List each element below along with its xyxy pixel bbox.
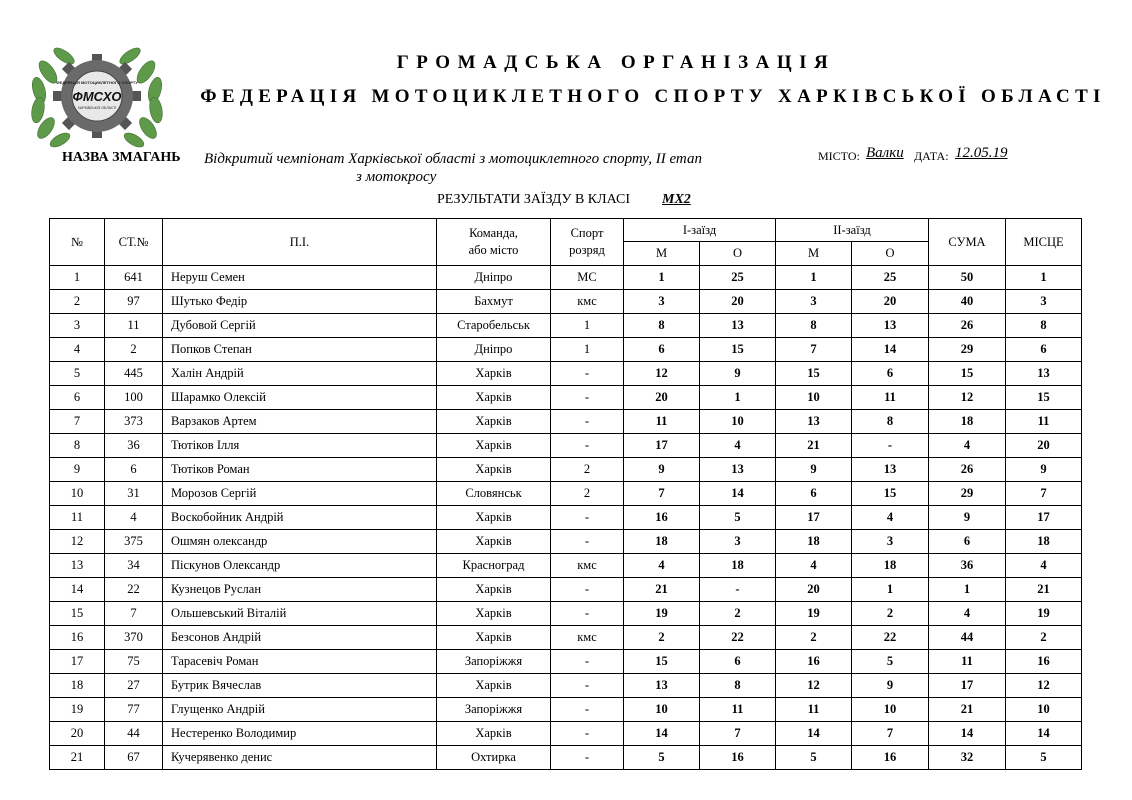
table-row: [50, 698, 1082, 722]
cell-rank: -: [551, 746, 624, 770]
cell-sum: 50: [929, 266, 1006, 290]
city-label: МІСТО:: [818, 149, 860, 163]
cell-sum: 4: [929, 602, 1006, 626]
cell-race1-m: 20: [624, 386, 700, 410]
cell-race2-o: 11: [852, 386, 929, 410]
cell-name: Глущенко Андрій: [163, 698, 437, 722]
cell-race2-o: 22: [852, 626, 929, 650]
cell-name: Тютіков Роман: [163, 458, 437, 482]
cell-sum: 9: [929, 506, 1006, 530]
cell-team: Харків: [437, 386, 551, 410]
cell-race1-o: 6: [700, 650, 776, 674]
city-value: Валки: [866, 145, 904, 161]
cell-num: 14: [50, 578, 105, 602]
cell-race1-m: 9: [624, 458, 700, 482]
cell-place: 3: [1006, 290, 1082, 314]
cell-num: 5: [50, 362, 105, 386]
results-class: МХ2: [662, 192, 691, 207]
cell-race1-o: 9: [700, 362, 776, 386]
table-row: [50, 650, 1082, 674]
cell-race1-m: 15: [624, 650, 700, 674]
cell-rank: кмс: [551, 554, 624, 578]
logo-top-text: ФЕДЕРАЦІЯ МОТОЦИКЛЕТНОГО СПОРТУ: [56, 80, 138, 85]
cell-rank: -: [551, 506, 624, 530]
cell-team: Харків: [437, 410, 551, 434]
cell-name: Попков Степан: [163, 338, 437, 362]
table-row: [50, 578, 1082, 602]
cell-rank: -: [551, 362, 624, 386]
cell-team: Харків: [437, 434, 551, 458]
cell-place: 19: [1006, 602, 1082, 626]
cell-race2-o: 9: [852, 674, 929, 698]
cell-race1-m: 13: [624, 674, 700, 698]
col-team-header-line2: або місто: [468, 243, 519, 257]
cell-start-num: 67: [105, 746, 163, 770]
cell-num: 10: [50, 482, 105, 506]
race1-m-header: М: [624, 242, 700, 266]
cell-rank: -: [551, 410, 624, 434]
cell-race2-o: 10: [852, 698, 929, 722]
cell-race2-o: 18: [852, 554, 929, 578]
cell-race2-m: 13: [776, 410, 852, 434]
cell-race1-o: -: [700, 578, 776, 602]
col-rank-header-line1: Спорт: [570, 226, 604, 240]
cell-place: 8: [1006, 314, 1082, 338]
cell-start-num: 22: [105, 578, 163, 602]
race1-o-header: О: [700, 242, 776, 266]
cell-place: 16: [1006, 650, 1082, 674]
cell-race2-m: 20: [776, 578, 852, 602]
cell-name: Кучерявенко денис: [163, 746, 437, 770]
cell-race2-m: 1: [776, 266, 852, 290]
col-team-header-line1: Команда,: [469, 226, 518, 240]
cell-name: Ольшевський Віталій: [163, 602, 437, 626]
results-title: РЕЗУЛЬТАТИ ЗАЇЗДУ В КЛАСІ: [437, 192, 631, 207]
cell-race1-o: 22: [700, 626, 776, 650]
table-row: [50, 530, 1082, 554]
cell-name: Морозов Сергій: [163, 482, 437, 506]
cell-race1-o: 8: [700, 674, 776, 698]
cell-name: Піскунов Олександр: [163, 554, 437, 578]
cell-place: 12: [1006, 674, 1082, 698]
cell-rank: -: [551, 530, 624, 554]
cell-team: Старобельськ: [437, 314, 551, 338]
logo-bottom-text: ХАРКІВСЬКОЇ ОБЛАСТІ: [77, 106, 117, 110]
cell-num: 12: [50, 530, 105, 554]
cell-start-num: 641: [105, 266, 163, 290]
cell-start-num: 4: [105, 506, 163, 530]
cell-race1-o: 2: [700, 602, 776, 626]
cell-sum: 29: [929, 338, 1006, 362]
cell-sum: 1: [929, 578, 1006, 602]
table-row: [50, 674, 1082, 698]
cell-race1-m: 18: [624, 530, 700, 554]
cell-race1-o: 4: [700, 434, 776, 458]
cell-race1-m: 17: [624, 434, 700, 458]
cell-race2-o: 20: [852, 290, 929, 314]
cell-rank: -: [551, 650, 624, 674]
cell-race1-o: 20: [700, 290, 776, 314]
cell-race1-m: 14: [624, 722, 700, 746]
cell-race2-o: 6: [852, 362, 929, 386]
cell-team: Харків: [437, 602, 551, 626]
cell-race2-m: 21: [776, 434, 852, 458]
cell-name: Неруш Семен: [163, 266, 437, 290]
cell-race1-m: 4: [624, 554, 700, 578]
cell-place: 1: [1006, 266, 1082, 290]
cell-sum: 29: [929, 482, 1006, 506]
org-title-line1: ГРОМАДСЬКА ОРГАНІЗАЦІЯ: [396, 52, 836, 73]
cell-name: Тютіков Ілля: [163, 434, 437, 458]
cell-num: 7: [50, 410, 105, 434]
cell-race2-o: 2: [852, 602, 929, 626]
cell-race2-m: 8: [776, 314, 852, 338]
competition-label: НАЗВА ЗМАГАНЬ: [62, 150, 181, 165]
cell-rank: -: [551, 434, 624, 458]
date-value: 12.05.19: [955, 145, 1008, 161]
cell-start-num: 31: [105, 482, 163, 506]
cell-num: 4: [50, 338, 105, 362]
cell-race1-m: 21: [624, 578, 700, 602]
col-place-header: МІСЦЕ: [1006, 219, 1082, 266]
cell-start-num: 370: [105, 626, 163, 650]
cell-start-num: 77: [105, 698, 163, 722]
cell-race2-o: 25: [852, 266, 929, 290]
cell-race2-o: 8: [852, 410, 929, 434]
cell-place: 20: [1006, 434, 1082, 458]
competition-name: [204, 150, 749, 186]
cell-race2-m: 17: [776, 506, 852, 530]
cell-race2-o: 4: [852, 506, 929, 530]
table-row: [50, 410, 1082, 434]
cell-sum: 17: [929, 674, 1006, 698]
logo-abbr: ФМСХО: [72, 89, 122, 104]
cell-place: 2: [1006, 626, 1082, 650]
cell-start-num: 36: [105, 434, 163, 458]
cell-race2-o: 1: [852, 578, 929, 602]
cell-start-num: 11: [105, 314, 163, 338]
cell-team: Харків: [437, 626, 551, 650]
cell-place: 7: [1006, 482, 1082, 506]
cell-race1-m: 1: [624, 266, 700, 290]
cell-race2-m: 2: [776, 626, 852, 650]
cell-rank: 1: [551, 314, 624, 338]
cell-start-num: 34: [105, 554, 163, 578]
cell-place: 5: [1006, 746, 1082, 770]
cell-start-num: 7: [105, 602, 163, 626]
cell-race1-o: 18: [700, 554, 776, 578]
cell-race1-o: 3: [700, 530, 776, 554]
cell-race2-m: 15: [776, 362, 852, 386]
cell-race1-m: 5: [624, 746, 700, 770]
cell-race2-o: 3: [852, 530, 929, 554]
cell-race2-o: 16: [852, 746, 929, 770]
cell-race2-m: 4: [776, 554, 852, 578]
cell-num: 15: [50, 602, 105, 626]
cell-num: 11: [50, 506, 105, 530]
table-row: [50, 506, 1082, 530]
cell-race1-o: 13: [700, 314, 776, 338]
competition-name-line2: з мотокросу: [356, 169, 437, 185]
cell-start-num: 44: [105, 722, 163, 746]
cell-start-num: 6: [105, 458, 163, 482]
cell-num: 19: [50, 698, 105, 722]
race2-o-header: О: [852, 242, 929, 266]
cell-name: Кузнецов Руслан: [163, 578, 437, 602]
cell-place: 17: [1006, 506, 1082, 530]
cell-start-num: 375: [105, 530, 163, 554]
col-rank-header: [551, 219, 624, 266]
cell-rank: 2: [551, 482, 624, 506]
cell-num: 20: [50, 722, 105, 746]
cell-sum: 6: [929, 530, 1006, 554]
cell-sum: 36: [929, 554, 1006, 578]
cell-race2-m: 10: [776, 386, 852, 410]
cell-team: Красноград: [437, 554, 551, 578]
cell-team: Запоріжжя: [437, 650, 551, 674]
table-row: [50, 338, 1082, 362]
cell-team: Харків: [437, 722, 551, 746]
cell-race1-m: 7: [624, 482, 700, 506]
cell-rank: МС: [551, 266, 624, 290]
cell-rank: -: [551, 386, 624, 410]
cell-race2-m: 16: [776, 650, 852, 674]
cell-place: 9: [1006, 458, 1082, 482]
cell-name: Дубовой Сергій: [163, 314, 437, 338]
cell-team: Охтирка: [437, 746, 551, 770]
cell-race1-m: 10: [624, 698, 700, 722]
cell-start-num: 97: [105, 290, 163, 314]
cell-race1-m: 2: [624, 626, 700, 650]
cell-start-num: 373: [105, 410, 163, 434]
cell-place: 13: [1006, 362, 1082, 386]
cell-race2-m: 9: [776, 458, 852, 482]
cell-race1-o: 7: [700, 722, 776, 746]
cell-race1-m: 3: [624, 290, 700, 314]
cell-sum: 18: [929, 410, 1006, 434]
cell-sum: 32: [929, 746, 1006, 770]
cell-race1-o: 25: [700, 266, 776, 290]
cell-rank: -: [551, 722, 624, 746]
table-header: [50, 219, 1082, 266]
cell-num: 17: [50, 650, 105, 674]
col-num-header: №: [50, 219, 105, 266]
cell-rank: -: [551, 698, 624, 722]
cell-name: Безсонов Андрій: [163, 626, 437, 650]
cell-sum: 26: [929, 314, 1006, 338]
cell-sum: 26: [929, 458, 1006, 482]
cell-race2-m: 3: [776, 290, 852, 314]
table-row: [50, 722, 1082, 746]
cell-num: 6: [50, 386, 105, 410]
col-rank-header-line2: розряд: [569, 243, 605, 257]
cell-race2-m: 18: [776, 530, 852, 554]
cell-race2-o: -: [852, 434, 929, 458]
cell-race1-o: 5: [700, 506, 776, 530]
cell-race2-o: 14: [852, 338, 929, 362]
cell-race2-o: 7: [852, 722, 929, 746]
competition-name-line1: Відкритий чемпіонат Харківської області з мотоциклетного спорту, ІІ етап: [204, 151, 702, 167]
cell-name: Халін Андрій: [163, 362, 437, 386]
cell-race1-o: 10: [700, 410, 776, 434]
cell-rank: -: [551, 602, 624, 626]
col-team-header: [437, 219, 551, 266]
table-row: [50, 362, 1082, 386]
cell-sum: 4: [929, 434, 1006, 458]
cell-team: Харків: [437, 530, 551, 554]
cell-rank: 2: [551, 458, 624, 482]
cell-place: 6: [1006, 338, 1082, 362]
cell-name: Варзаков Артем: [163, 410, 437, 434]
table-row: [50, 266, 1082, 290]
cell-start-num: 2: [105, 338, 163, 362]
race2-header: ІІ-заїзд: [776, 219, 929, 242]
cell-team: Харків: [437, 362, 551, 386]
cell-place: 11: [1006, 410, 1082, 434]
cell-place: 15: [1006, 386, 1082, 410]
cell-place: 14: [1006, 722, 1082, 746]
cell-rank: кмс: [551, 290, 624, 314]
cell-race1-m: 6: [624, 338, 700, 362]
cell-race2-o: 13: [852, 314, 929, 338]
cell-team: Бахмут: [437, 290, 551, 314]
cell-sum: 40: [929, 290, 1006, 314]
cell-team: Словянськ: [437, 482, 551, 506]
cell-race2-m: 6: [776, 482, 852, 506]
cell-race2-o: 5: [852, 650, 929, 674]
cell-team: Харків: [437, 506, 551, 530]
cell-num: 13: [50, 554, 105, 578]
cell-num: 18: [50, 674, 105, 698]
cell-rank: кмс: [551, 626, 624, 650]
cell-race1-m: 19: [624, 602, 700, 626]
table-row: [50, 554, 1082, 578]
cell-sum: 14: [929, 722, 1006, 746]
cell-sum: 15: [929, 362, 1006, 386]
cell-rank: -: [551, 578, 624, 602]
cell-race2-o: 15: [852, 482, 929, 506]
cell-num: 1: [50, 266, 105, 290]
table-row: [50, 314, 1082, 338]
cell-sum: 44: [929, 626, 1006, 650]
cell-race1-o: 11: [700, 698, 776, 722]
cell-team: Харків: [437, 578, 551, 602]
col-start-num-header: СТ.№: [105, 219, 163, 266]
cell-race1-o: 15: [700, 338, 776, 362]
table-row: [50, 482, 1082, 506]
table-row: [50, 434, 1082, 458]
cell-race2-m: 5: [776, 746, 852, 770]
table-row: [50, 746, 1082, 770]
cell-num: 3: [50, 314, 105, 338]
cell-place: 21: [1006, 578, 1082, 602]
cell-race2-m: 12: [776, 674, 852, 698]
cell-place: 10: [1006, 698, 1082, 722]
cell-race1-o: 13: [700, 458, 776, 482]
table-row: [50, 386, 1082, 410]
cell-name: Воскобойник Андрій: [163, 506, 437, 530]
col-sum-header: СУМА: [929, 219, 1006, 266]
table-row: [50, 626, 1082, 650]
cell-num: 9: [50, 458, 105, 482]
cell-name: Нестеренко Володимир: [163, 722, 437, 746]
cell-race2-m: 19: [776, 602, 852, 626]
cell-team: Дніпро: [437, 338, 551, 362]
cell-name: Тарасевіч Роман: [163, 650, 437, 674]
table-row: [50, 602, 1082, 626]
cell-team: Харків: [437, 674, 551, 698]
cell-name: Ошмян олександр: [163, 530, 437, 554]
cell-place: 18: [1006, 530, 1082, 554]
cell-race1-m: 12: [624, 362, 700, 386]
race1-header: І-заїзд: [624, 219, 776, 242]
cell-start-num: 75: [105, 650, 163, 674]
col-name-header: П.І.: [163, 219, 437, 266]
cell-num: 2: [50, 290, 105, 314]
cell-name: Шутько Федір: [163, 290, 437, 314]
cell-team: Запоріжжя: [437, 698, 551, 722]
cell-team: Дніпро: [437, 266, 551, 290]
cell-race2-m: 11: [776, 698, 852, 722]
cell-race2-m: 7: [776, 338, 852, 362]
cell-race1-m: 16: [624, 506, 700, 530]
table-body: [50, 266, 1082, 770]
org-title-line2: ФЕДЕРАЦІЯ МОТОЦИКЛЕТНОГО СПОРТУ ХАРКІВСЬКОЇ ОБЛАСТІ: [200, 86, 1106, 107]
table-row: [50, 290, 1082, 314]
cell-rank: -: [551, 674, 624, 698]
cell-place: 4: [1006, 554, 1082, 578]
cell-start-num: 27: [105, 674, 163, 698]
cell-start-num: 445: [105, 362, 163, 386]
date-label: ДАТА:: [914, 149, 949, 163]
cell-rank: 1: [551, 338, 624, 362]
cell-sum: 11: [929, 650, 1006, 674]
cell-race2-o: 13: [852, 458, 929, 482]
cell-sum: 12: [929, 386, 1006, 410]
cell-race1-o: 14: [700, 482, 776, 506]
cell-race1-m: 11: [624, 410, 700, 434]
cell-race1-m: 8: [624, 314, 700, 338]
cell-num: 8: [50, 434, 105, 458]
results-table: [49, 218, 1082, 770]
cell-race2-m: 14: [776, 722, 852, 746]
cell-num: 16: [50, 626, 105, 650]
cell-sum: 21: [929, 698, 1006, 722]
cell-num: 21: [50, 746, 105, 770]
race2-m-header: М: [776, 242, 852, 266]
cell-start-num: 100: [105, 386, 163, 410]
cell-name: Шарамко Олексій: [163, 386, 437, 410]
table-row: [50, 458, 1082, 482]
cell-race1-o: 1: [700, 386, 776, 410]
cell-team: Харків: [437, 458, 551, 482]
cell-name: Бутрик Вячеслав: [163, 674, 437, 698]
cell-race1-o: 16: [700, 746, 776, 770]
